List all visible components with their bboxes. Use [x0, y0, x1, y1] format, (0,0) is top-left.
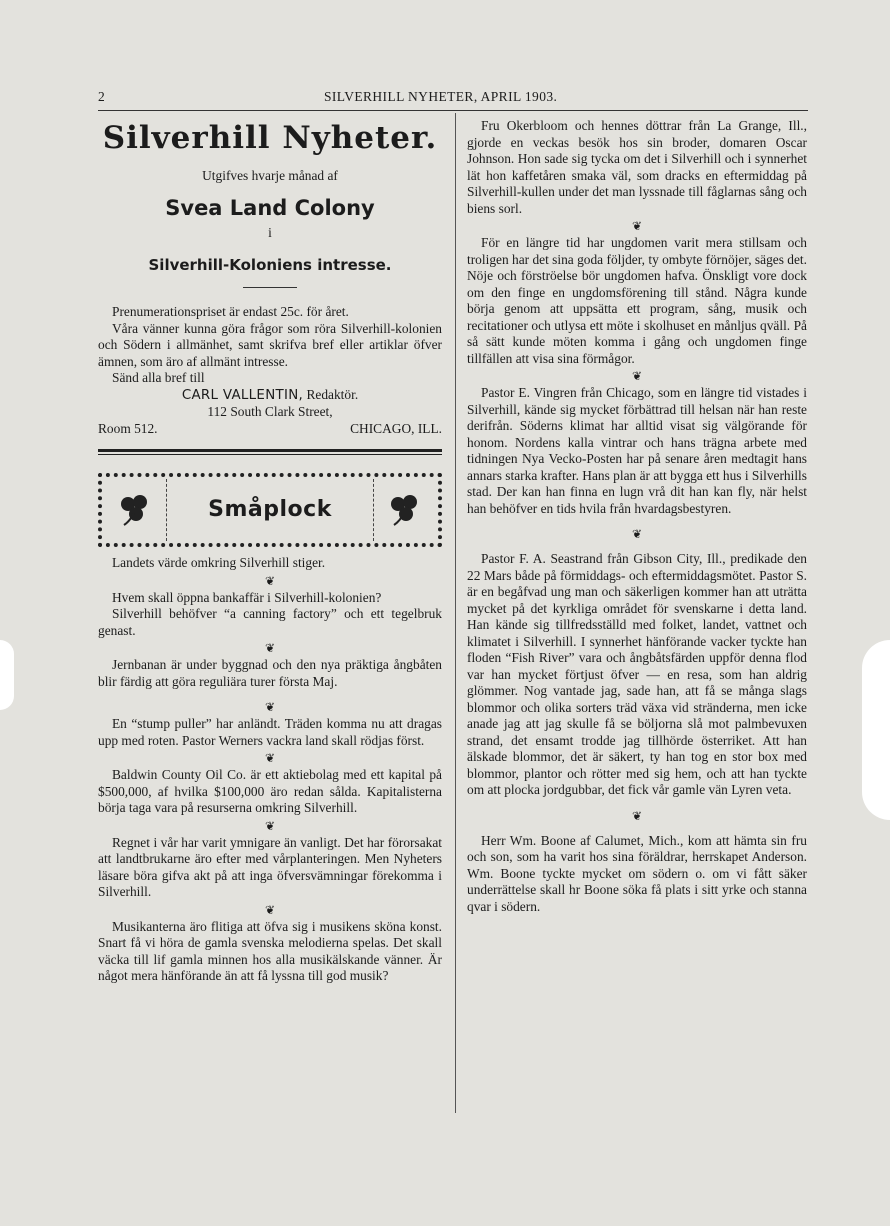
- news-item: Baldwin County Oil Co. är ett aktiebolag med ett kapital på $500,000, af hvilka $100,000 äro redan sålda. Kapitalisterna börja taga vara på resurserna omkring Silverhill.: [98, 767, 442, 815]
- news-item: Hvem skall öppna bankaffär i Silverhill-kolonien?: [112, 589, 382, 605]
- news-item: Pastor E. Vingren från Chicago, som en längre tid vistades i Silverhill, kände sig mycket förbättrad till helsan när han reste derifrån. Söderns klimat har alltid visat sig välgörande för honom. Nordens kalla vintrar och hans trägna arbete med tidningen Nya Vecko-Posten har på senare åren medtagit hans annars starka krafter. Hans plan är att bygga ett hus i Silverhills stad. Der kan han finna en lugn vrå dit han kan fly, när helst han behöfver en tids hvila från hvardagsbestyren.: [467, 385, 807, 516]
- section-title-frame: [166, 479, 374, 541]
- news-item: Musikanterna äro flitiga att öfva sig i musikens sköna konst. Snart få vi höra de gamla svenska melodierna spelas. Det skall väcka till lif gamla minnen hos alla musikälskande vänner. Är något mera hänförande än att få lyssna till god musik?: [98, 918, 442, 983]
- room-number: Room 512.: [98, 420, 158, 436]
- news-item: Fru Okerbloom och hennes döttrar från La Grange, Ill., gjorde en veckas besök hos sin broder, domaren Oscar Johnson. Hon sade sig tycka om det i Silverhill och i synnerhet lät hon kaffetåren smaka väl, som dracks en eftermiddag på Silverhill-kullen under det man lyssnade till fåglarnas sång och biens sorl.: [467, 118, 807, 216]
- price-line: Prenumerationspriset är endast 25c. för året.: [112, 304, 349, 319]
- section-banner: [98, 473, 442, 547]
- masthead-subtitle: Utgifves hvarje månad af: [202, 168, 338, 183]
- leaf-separator-icon: ❦: [264, 818, 276, 833]
- news-item: Jernbanan är under byggnad och den nya präktiga ångbåten blir färdig att göra reguliära turer första Maj.: [98, 657, 442, 689]
- masthead-interest: Silverhill-Koloniens intresse.: [148, 256, 392, 274]
- news-item: För en längre tid har ungdomen varit mera stillsam och troligen har det sina goda följder, ty ombyte förnöjer, säges det. Nöje och förströelse bör ungdomen hafva. Önskligt vore dock om den finge en ungdomsförening till stånd. Några kunde börja genom att uppsätta ett program, sång, musik och recitationer och utlysa ett möte i skolhuset en månljus qväll. På så sätt kunde möten komma i gång och ungdomen finge tillfällen att visa sina förmågor.: [467, 235, 807, 366]
- leaf-separator-icon: ❦: [631, 808, 643, 823]
- editor-name: CARL VALLENTIN,: [181, 387, 304, 403]
- clover-icon: [116, 491, 154, 527]
- leaf-separator-icon: ❦: [264, 902, 276, 917]
- column-rule: [455, 113, 456, 1113]
- city-name: CHICAGO, ILL.: [350, 420, 442, 436]
- leaf-separator-icon: ❦: [264, 641, 276, 655]
- leaf-separator-icon: ❦: [631, 219, 643, 233]
- section-rule: [98, 449, 442, 455]
- torn-edge: [862, 640, 890, 820]
- short-divider: [243, 287, 297, 288]
- running-title: SILVERHILL NYHETER, APRIL 1903.: [324, 89, 558, 104]
- address-row: [98, 421, 442, 438]
- right-column: [467, 118, 807, 915]
- leaf-separator-icon: ❦: [264, 751, 276, 765]
- masthead-title: Silverhill Nyheter.: [102, 120, 438, 156]
- editor-role: Redaktör.: [306, 386, 359, 402]
- news-item: Herr Wm. Boone af Calumet, Mich., kom att hämta sin fru och son, som ha varit hos sina föräldrar, herrskapet Anderson. Wm. Boone tyckte mycket om södern o. om vi fått säker underrättelse skall hr Boone söka få plats i sitt yrke och stanna qvar i södern.: [467, 832, 807, 914]
- page-number: 2: [98, 89, 106, 104]
- clover-icon: [386, 491, 424, 527]
- invite-text: Våra vänner kunna göra frågor som röra Silverhill-kolonien och Södern i allmänhet, samt skrifva bref eller artiklar öfver ämnen, som äro af allmänt intresse.: [98, 320, 442, 369]
- leaf-separator-icon: ❦: [264, 700, 276, 714]
- street-address: 112 South Clark Street,: [207, 404, 333, 419]
- leaf-separator-icon: ❦: [631, 369, 643, 383]
- page-header: [98, 89, 808, 109]
- leaf-separator-icon: ❦: [264, 573, 276, 588]
- torn-edge: [0, 640, 14, 710]
- publisher-name: Svea Land Colony: [165, 195, 375, 220]
- send-to-text: Sänd alla bref till: [112, 370, 205, 385]
- leaf-separator-icon: ❦: [631, 527, 643, 541]
- news-item: Landets värde omkring Silverhill stiger.: [112, 555, 326, 570]
- news-item: Pastor F. A. Seastrand från Gibson City, Ill., predikade den 22 Mars både på förmiddags- och eftermiddagsmötet. Pastor S. är en begåfvad ung man och säkerligen kommer han att uträtta mycket på det kyrkliga området för svenskarne i detta land. Han kände sig tillfredsställd med folket, landet, vattnet och klimatet i Silverhill. I synnerhet hänförande vacker tyckte han floden “Fish River” vara och ångbåtsfärden uppför denna flod var han mycket förtjust öfver — en resa, som han aldrig glömmer. Nog vantade jag, sade han, att få se många slags blommor och olika sorters träd växa vid stränderna, men icke anade jag att jag skulle få se böljorna slå mot palmbevuxen strand, det ensamt trodde jag tillhörde österriket. Att han älskade blommor, det är säkert, ty han tog en stor box med blommor, plantor och rötter med sig hem, och att han tyckte om att plocka jordgubbar, det fick vår gamle vän Lyren veta.: [467, 551, 807, 797]
- news-item: Silverhill behöfver “a canning factory” och ett tegelbruk genast.: [98, 606, 442, 638]
- header-rule: [98, 110, 808, 111]
- news-item: En “stump puller” har anländt. Träden komma nu att dragas upp med roten. Pastor Werners vackra land skall rödjas först.: [98, 716, 442, 748]
- editor-line: [98, 387, 442, 405]
- section-title: Småplock: [208, 496, 332, 522]
- left-column: [98, 112, 442, 985]
- news-item: Regnet i vår har varit ymnigare än vanligt. Det har förorsakat att landtbrukarne äro efter med vårplanteringen. Men Nyheters läsare böra gifva akt på att inga öfversvämningar förekomma i Silverhill.: [98, 834, 442, 899]
- masthead-conjunction: i: [268, 224, 272, 240]
